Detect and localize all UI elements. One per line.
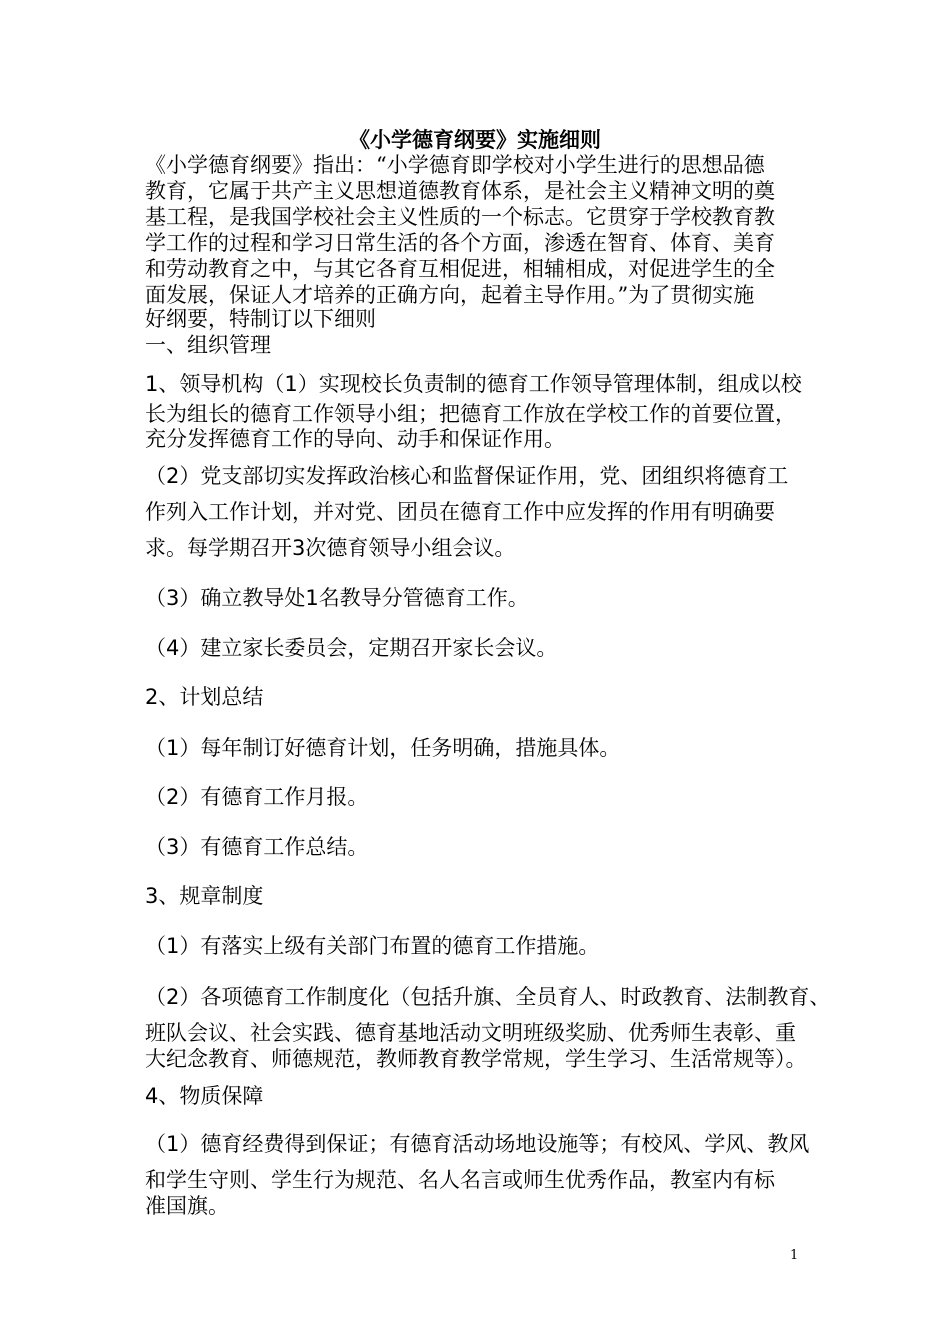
intro-line-5: 和劳动教育之中，与其它各育互相促进，相辅相成，对促进学生的全 <box>145 257 775 281</box>
item-1-2-line-1: （2）党支部切实发挥政治核心和监督保证作用，党、团组织将德育工 <box>145 464 789 488</box>
item-3-2-line-2: 班队会议、社会实践、德育基地活动文明班级奖励、优秀师生表彰、重 <box>145 1021 796 1045</box>
item-2-3: （3）有德育工作总结。 <box>145 835 369 859</box>
intro-line-3: 基工程，是我国学校社会主义性质的一个标志。它贯穿于学校教育教 <box>145 205 775 229</box>
item-4-1-line-1: （1）德育经费得到保证；有德育活动场地设施等；有校风、学风、教风 <box>145 1132 810 1156</box>
item-2-1: （1）每年制订好德育计划，任务明确，措施具体。 <box>145 736 621 760</box>
item-1-3: （3）确立教导处1名教导分管德育工作。 <box>145 586 529 610</box>
intro-line-1: 《小学德育纲要》指出：“小学德育即学校对小学生进行的思想品德 <box>145 153 765 177</box>
intro-line-7: 好纲要，特制订以下细则 <box>145 307 376 331</box>
item-1-line-2: 长为组长的德育工作领导小组；把德育工作放在学校工作的首要位置， <box>145 402 796 426</box>
item-2-2: （2）有德育工作月报。 <box>145 785 369 809</box>
item-4-1-line-2: 和学生守则、学生行为规范、名人名言或师生优秀作品，教室内有标 <box>145 1168 775 1192</box>
section-3-heading: 3、规章制度 <box>145 884 264 908</box>
section-2-heading: 2、计划总结 <box>145 685 264 709</box>
section-1-heading: 一、组织管理 <box>145 333 271 357</box>
section-4-heading: 4、物质保障 <box>145 1084 264 1108</box>
item-4-1-line-3: 准国旗。 <box>145 1194 229 1218</box>
item-1-4: （4）建立家长委员会，定期召开家长会议。 <box>145 636 558 660</box>
intro-line-2: 教育，它属于共产主义思想道德教育体系，是社会主义精神文明的奠 <box>145 179 775 203</box>
item-1-2-line-3: 求。每学期召开3次德育领导小组会议。 <box>145 536 516 560</box>
item-1-line-3: 充分发挥德育工作的导向、动手和保证作用。 <box>145 427 565 451</box>
page-number: 1 <box>790 1248 799 1263</box>
item-3-2-line-3: 大纪念教育、师德规范，教师教育教学常规，学生学习、生活常规等）。 <box>145 1047 807 1071</box>
item-3-1: （1）有落实上级有关部门布置的德育工作措施。 <box>145 934 600 958</box>
item-1-2-line-2: 作列入工作计划，并对党、团员在德育工作中应发挥的作用有明确要 <box>145 500 775 524</box>
item-1-line-1: 1、领导机构（1）实现校长负责制的德育工作领导管理体制，组成以校 <box>145 372 802 396</box>
item-3-2-line-1: （2）各项德育工作制度化（包括升旗、全员育人、时政教育、法制教育、 <box>145 985 831 1009</box>
document-title: 《小学德育纲要》实施细则 <box>349 128 601 152</box>
intro-line-6: 面发展，保证人才培养的正确方向，起着主导作用。”为了贯彻实施 <box>145 283 755 307</box>
intro-line-4: 学工作的过程和学习日常生活的各个方面，渗透在智育、体育、美育 <box>145 231 775 255</box>
